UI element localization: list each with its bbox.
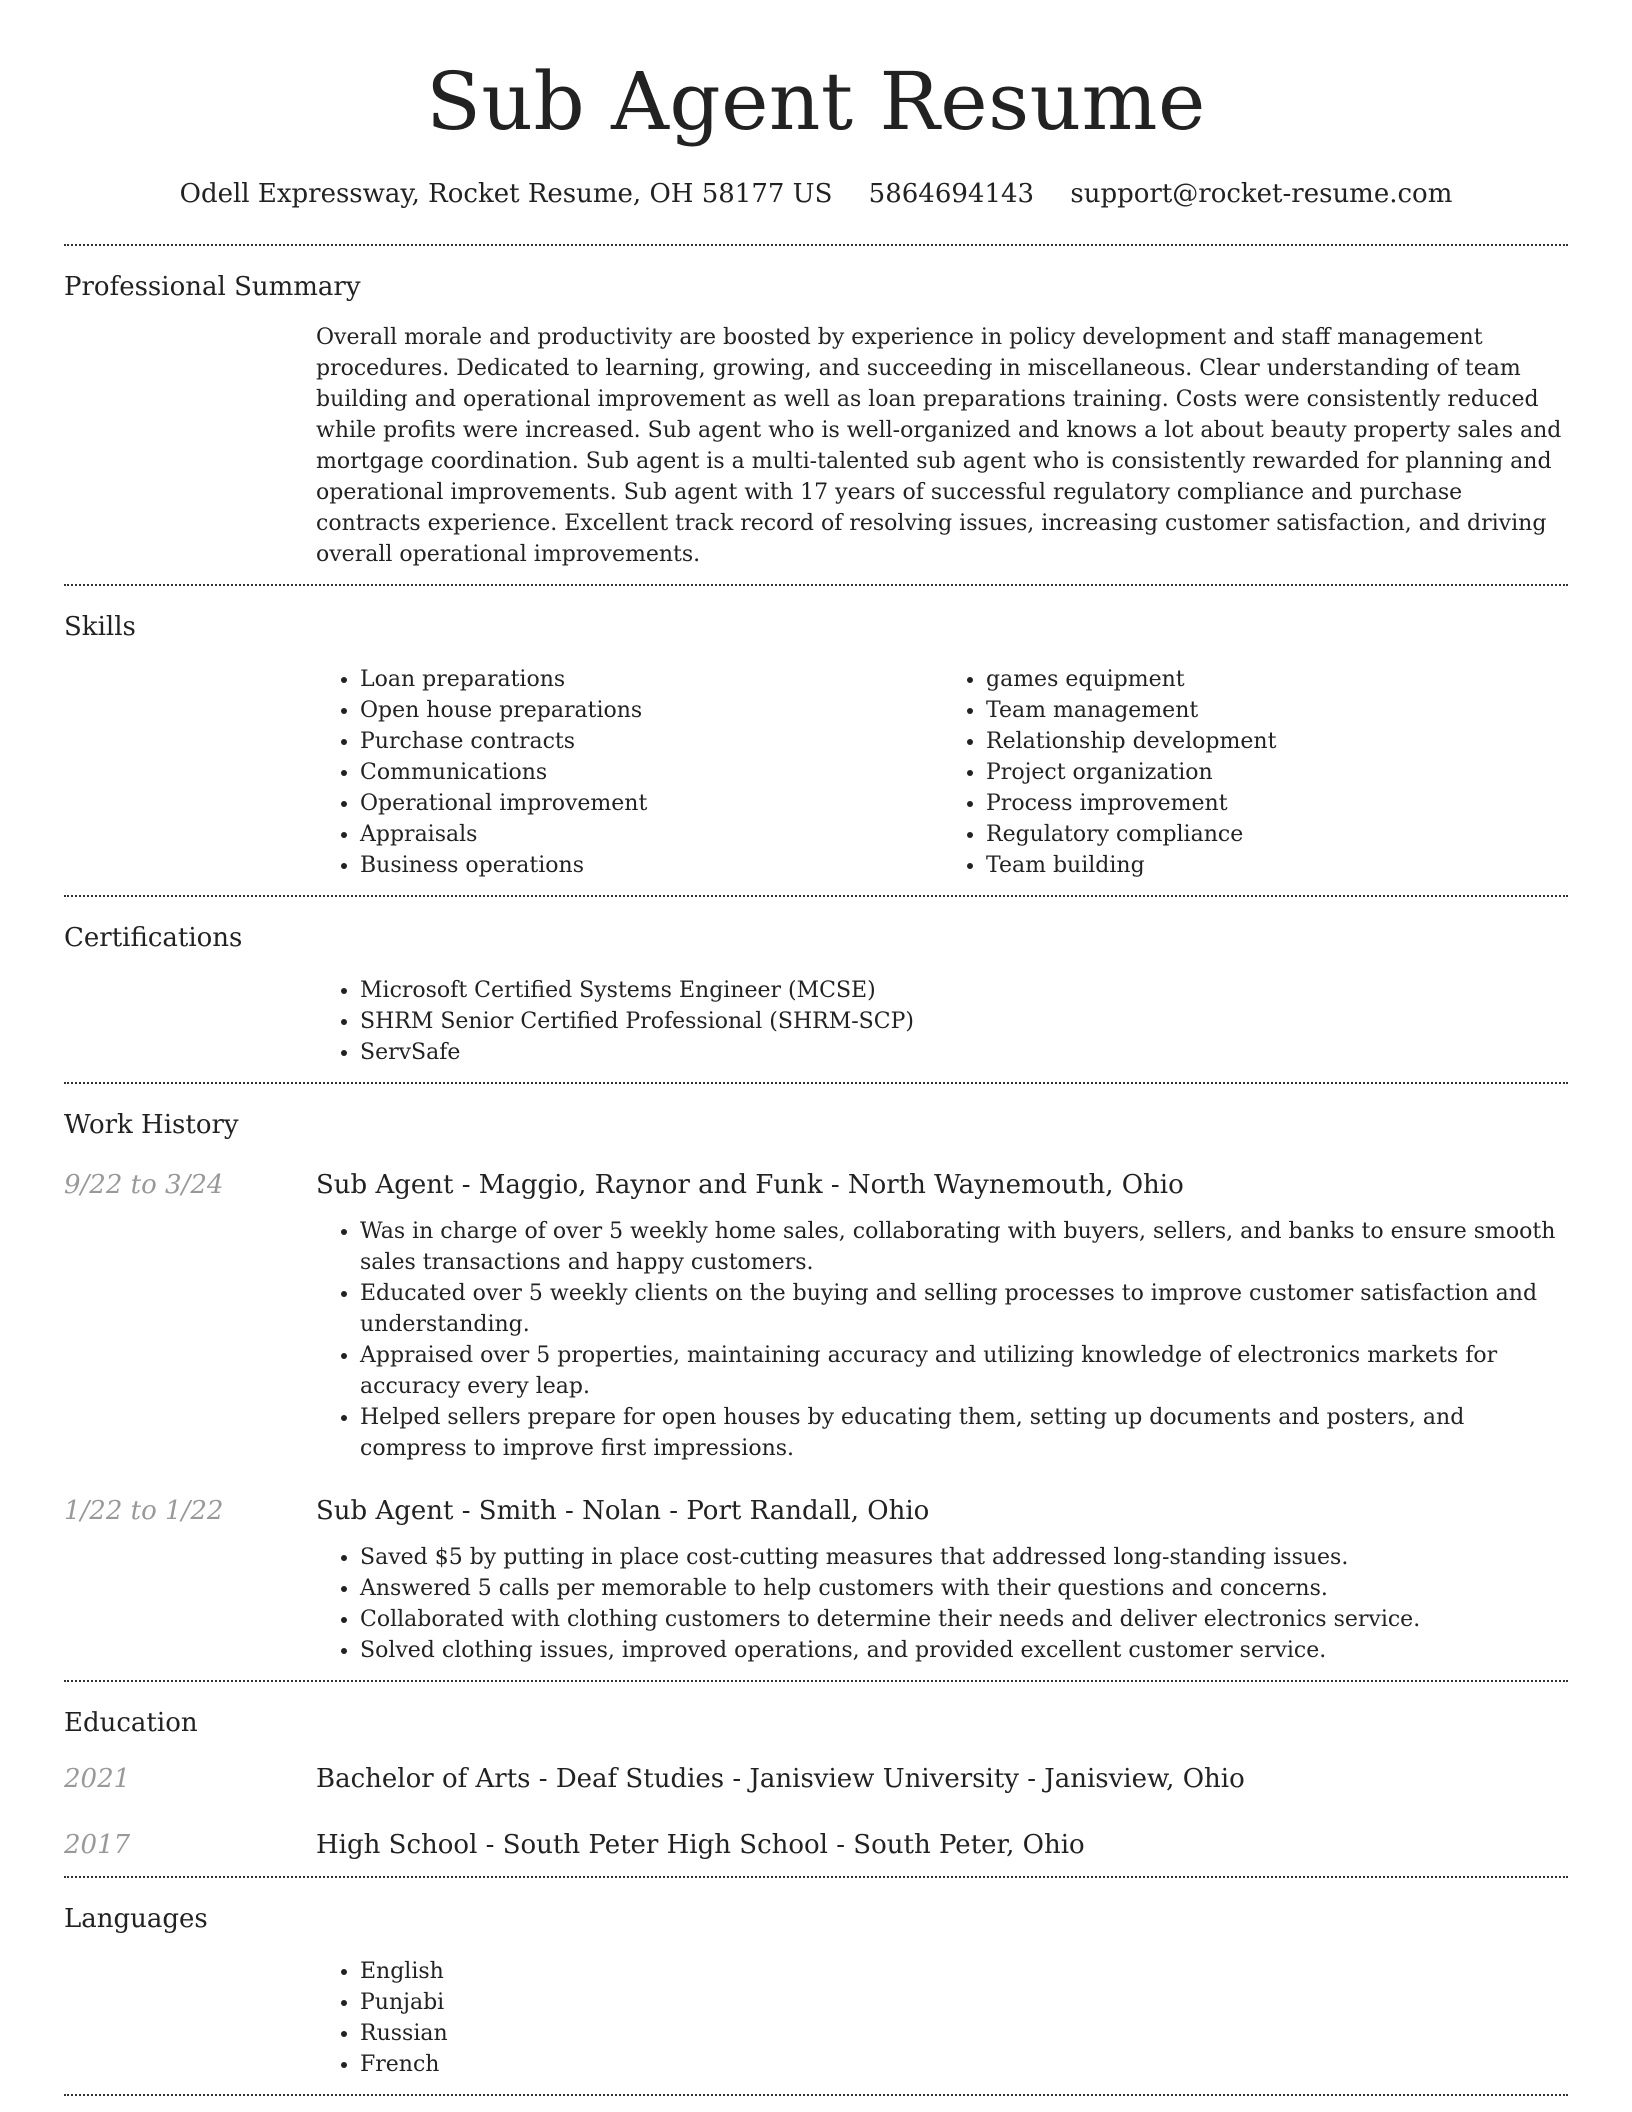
languages-section [64,1878,1568,2094]
education-title: Education [64,1708,198,1738]
skill-item: • Business operations [360,850,942,881]
certification-item: • ServSafe [360,1037,1568,1068]
divider [64,2094,1568,2096]
summary-section [64,246,1568,584]
skill-item: • Team management [986,695,1568,726]
skills-section [64,586,1568,895]
job-bullet: • Was in charge of over 5 weekly home sales, collaborating with buyers, sellers, and banks to ensure smooth sales transactions and happy customers. [360,1216,1568,1278]
skills-title: Skills [64,612,136,642]
certifications-title: Certifications [64,923,243,953]
education-degree: Bachelor of Arts - Deaf Studies [316,1764,725,1794]
job-dates: 9/22 to 3/24 [64,1170,224,1200]
contact-line [64,176,1568,212]
skill-item: • games equipment [986,664,1568,695]
summary-title: Professional Summary [64,272,361,302]
certifications-list [316,975,1568,1068]
language-item: • English [360,1956,1568,1987]
summary-text: Overall morale and productivity are boosted by experience in policy development and staff management procedures. Dedicated to learning, growing, and succeeding in miscellaneous. Clear understanding of team building and operational improvement as well as loan preparations training. Costs were consistently reduced while profits were increased. Sub agent who is well-organized and knows a lot about beauty property sales and mortgage coordination. Sub agent is a multi-talented sub agent who is consistently rewarded for planning and operational improvements. Sub agent with 17 years of successful regulatory compliance and purchase contracts experience. Excellent track record of resolving issues, increasing customer satisfaction, and driving overall operational improvements. [316,325,1562,567]
job-bullet: • Collaborated with clothing customers to determine their needs and deliver electronics service. [360,1604,1568,1635]
job-bullet: • Answered 5 calls per memorable to help customers with their questions and concerns. [360,1573,1568,1604]
education-heading [316,1762,1245,1796]
job-bullet: • Saved $5 by putting in place cost-cutting measures that addressed long-standing issues. [360,1542,1568,1573]
skill-item: • Operational improvement [360,788,942,819]
languages-list [316,1956,1568,2080]
certification-item: • Microsoft Certified Systems Engineer (MCSE) [360,975,1568,1006]
work-section [64,1084,1568,1680]
job-bullet: • Solved clothing issues, improved operations, and provided excellent customer service. [360,1635,1568,1666]
education-degree: High School [316,1830,478,1860]
work-title: Work History [64,1110,239,1140]
job-bullet: • Helped sellers prepare for open houses by educating them, setting up documents and posters, and compress to improve first impressions. [360,1402,1568,1464]
skill-item: • Loan preparations [360,664,942,695]
skill-item: • Open house preparations [360,695,942,726]
skill-item: • Relationship development [986,726,1568,757]
job-heading: Sub Agent - Maggio, Raynor and Funk - North Waynemouth, Ohio [316,1170,1184,1200]
job-bullets [316,1216,1568,1464]
language-item: • Russian [360,2018,1568,2049]
job-entry [64,1494,1568,1528]
skill-item: • Purchase contracts [360,726,942,757]
education-year: 2017 [64,1830,131,1860]
education-entry [64,1762,1568,1796]
skills-list-left [316,664,942,881]
job-bullets [316,1542,1568,1666]
education-heading [316,1828,1085,1862]
language-item: • French [360,2049,1568,2080]
job-entry [64,1168,1568,1202]
job-dates: 1/22 to 1/22 [64,1496,224,1526]
skills-columns [316,664,1568,881]
education-entry [64,1828,1568,1862]
skill-item: • Process improvement [986,788,1568,819]
contact-address: Odell Expressway, Rocket Resume, OH 58177 US [179,179,833,209]
education-year: 2021 [64,1764,131,1794]
contact-email: support@rocket-resume.com [1070,179,1453,209]
skill-item: • Appraisals [360,819,942,850]
job-heading: Sub Agent - Smith - Nolan - Port Randall, Ohio [316,1496,930,1526]
education-details: - Janisview University - Janisview, Ohio [724,1764,1245,1794]
certification-item: • SHRM Senior Certified Professional (SHRM-SCP) [360,1006,1568,1037]
education-details: - South Peter High School - South Peter, Ohio [477,1830,1085,1860]
language-item: • Punjabi [360,1987,1568,2018]
skill-item: • Communications [360,757,942,788]
skill-item: • Regulatory compliance [986,819,1568,850]
skill-item: • Project organization [986,757,1568,788]
job-bullet: • Appraised over 5 properties, maintaining accuracy and utilizing knowledge of electronics markets for accuracy every leap. [360,1340,1568,1402]
education-section [64,1682,1568,1876]
certifications-section [64,897,1568,1082]
skills-list-right [942,664,1568,881]
contact-phone: 5864694143 [868,179,1035,209]
skill-item: • Team building [986,850,1568,881]
languages-title: Languages [64,1904,208,1934]
resume-title: Sub Agent Resume [426,55,1206,148]
job-bullet: • Educated over 5 weekly clients on the buying and selling processes to improve customer satisfaction and understanding. [360,1278,1568,1340]
